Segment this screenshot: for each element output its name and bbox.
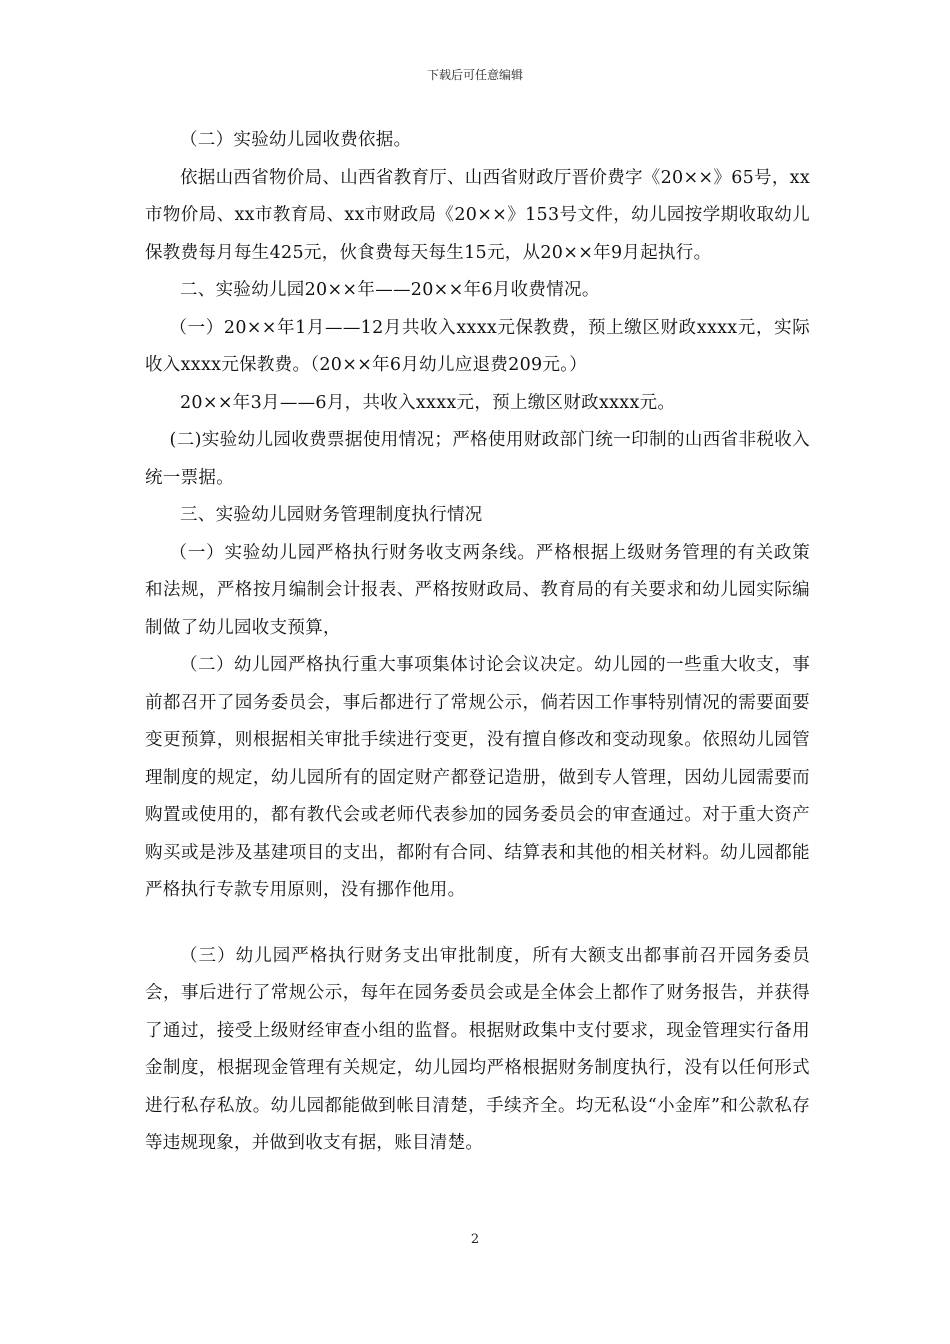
paragraph-income-jan-dec: （一）20××年1月——12月共收入xxxx元保教费，预上缴区财政xxxx元，实际收入xxxx元保教费。（20××年6月幼儿应退费209元。） (145, 317, 810, 375)
paragraph-two-lines: （一）实验幼儿园严格执行财务收支两条线。严格根据上级财务管理的有关政策和法规，严格按月编制会计报表、严格按财政局、教育局的有关要求和幼儿园实际编制做了幼儿园收支预算， (145, 542, 810, 638)
paragraph-expense-approval: （三）幼儿园严格执行财务支出审批制度，所有大额支出都事前召开园务委员会，事后进行了常规公示，每年在园务委员会或是全体会上都作了财务报告，并获得了通过，接受上级财经审查小组的监督。根据财政集中支付要求，现金管理实行备用金制度，根据现金管理有关规定，幼儿园均严格根据财务制度执行，没有以任何形式进行私存私放。幼儿园都能做到帐目清楚，手续齐全。均无私设“小金库”和公款私存等违规现象，并做到收支有据，账目清楚。 (145, 945, 810, 1153)
paragraph-income-mar-jun: 20××年3月——6月，共收入xxxx元，预上缴区财政xxxx元。 (180, 392, 676, 413)
paragraph-fee-basis: 依据山西省物价局、山西省教育厅、山西省财政厅晋价费字《20××》65号，xx市物价局、xx市教育局、xx市财政局《20××》153号文件，幼儿园按学期收取幼儿保教费每月每生425元，伙食费每天每生15元，从20××年9月起执行。 (145, 167, 810, 263)
page-number: 2 (470, 1232, 480, 1247)
paragraph-fee-basis-heading: （二）实验幼儿园收费依据。 (180, 130, 412, 150)
section-three-heading: 三、实验幼儿园财务管理制度执行情况 (180, 505, 483, 525)
page-header: 下载后可任意编辑 (426, 68, 523, 82)
paragraph-receipts: (二)实验幼儿园收费票据使用情况；严格使用财政部门统一印制的山西省非税收入统一票据。 (145, 430, 810, 488)
document-body (145, 122, 810, 1163)
paragraph-major-matters: （二）幼儿园严格执行重大事项集体讨论会议决定。幼儿园的一些重大收支，事前都召开了园务委员会，事后都进行了常规公示，倘若因工作事特别情况的需要面要变更预算，则根据相关审批手续进行变更，没有擅自修改和变动现象。依照幼儿园管理制度的规定，幼儿园所有的固定财产都登记造册，做到专人管理，因幼儿园需要而购置或使用的，都有教代会或老师代表参加的园务委员会的审查通过。对于重大资产购买或是涉及基建项目的支出，都附有合同、结算表和其他的相关材料。幼儿园都能严格执行专款专用原则，没有挪作他用。 (145, 655, 810, 900)
section-two-heading: 二、实验幼儿园20××年——20××年6月收费情况。 (180, 280, 600, 300)
